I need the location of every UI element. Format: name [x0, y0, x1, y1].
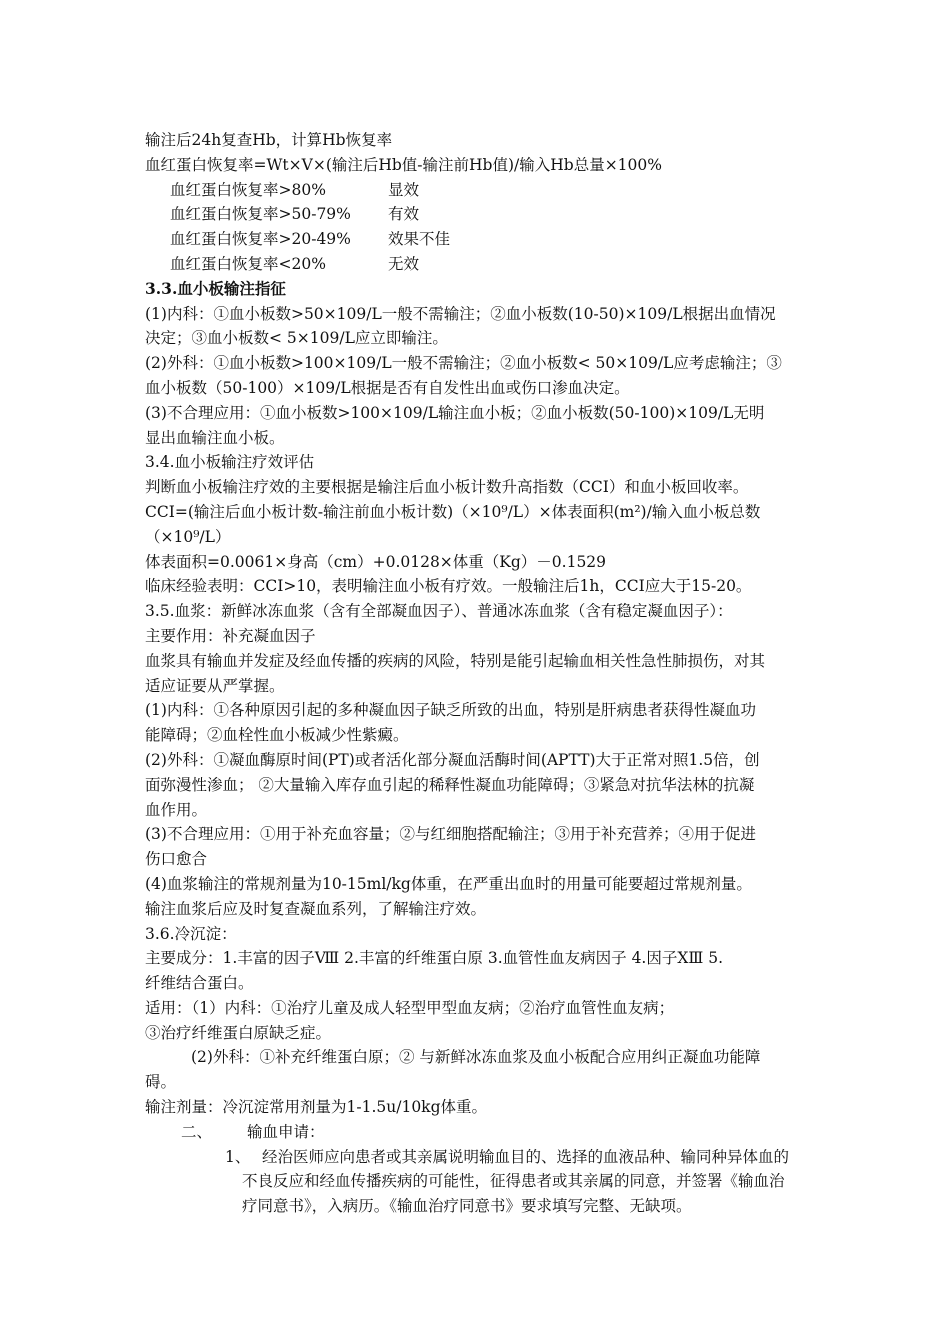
list-text: 经治医师应向患者或其亲属说明输血目的、选择的血液品种、输同种异体血的 — [262, 1147, 790, 1166]
recovery-label: 血红蛋白恢复率>50-79% — [170, 205, 351, 224]
text-line: 临床经验表明：CCI>10，表明输注血小板有疗效。一般输注后1h，CCI应大于15-20。 — [145, 577, 752, 596]
text-line: 面弥漫性渗血； ②大量输入库存血引起的稀释性凝血功能障碍；③紧急对抗华法林的抗凝 — [145, 775, 755, 794]
list-item-1-cont: 疗同意书》，入病历。《输血治疗同意书》要求填写完整、无缺项。 — [242, 1197, 692, 1216]
section-title: 输血申请： — [247, 1122, 325, 1141]
text-line: 血浆具有输血并发症及经血传播的疾病的风险，特别是能引起输血相关性急性肺损伤，对其 — [145, 651, 766, 670]
formula-hb-recovery: 血红蛋白恢复率=Wt×V×(输注后Hb值-输注前Hb值)/输入Hb总量×100% — [145, 155, 662, 174]
text-line: 伤口愈合 — [145, 850, 208, 869]
recovery-value: 显效 — [388, 180, 420, 199]
formula-bsa: 体表面积=0.0061×身高（cm）+0.0128×体重（Kg）－0.1529 — [145, 552, 607, 571]
text-line: 输注血浆后应及时复查凝血系列，了解输注疗效。 — [145, 899, 487, 918]
text-line: 判断血小板输注疗效的主要根据是输注后血小板计数升高指数（CCI）和血小板回收率。 — [145, 478, 749, 497]
text-line: 纤维结合蛋白。 — [145, 974, 254, 993]
text-line: 输注后24h复查Hb，计算Hb恢复率 — [145, 131, 393, 149]
recovery-row-3 — [145, 227, 815, 252]
section-heading-3-6: 3.6.冷沉淀： — [145, 924, 237, 943]
text-line: 决定；③血小板数< 5×109/L应立即输注。 — [145, 329, 448, 348]
formula-cci-cont: （×10⁹/L） — [145, 527, 231, 546]
text-line: (3)不合理应用：①用于补充血容量；②与红细胞搭配输注；③用于补充营养；④用于促进 — [145, 825, 756, 844]
text-line: 显出血输注血小板。 — [145, 428, 285, 447]
recovery-label: 血红蛋白恢复率<20% — [170, 254, 326, 273]
formula-cci: CCI=(输注后血小板计数-输注前血小板计数)（×10⁹/L）×体表面积(m²)/输入血小板总数 — [145, 502, 761, 521]
document-body — [145, 128, 815, 1219]
recovery-label: 血红蛋白恢复率>20-49% — [170, 230, 351, 249]
text-line: (2)外科：①补充纤维蛋白原；② 与新鲜冰冻血浆及血小板配合应用纠正凝血功能障 — [191, 1048, 761, 1067]
text-line: (2)外科：①血小板数>100×109/L一般不需输注；②血小板数< 50×109/L应考虑输注；③ — [145, 354, 782, 373]
recovery-label: 血红蛋白恢复率>80% — [170, 180, 326, 199]
recovery-row-2 — [145, 202, 815, 227]
text-line: (1)内科：①血小板数>50×109/L一般不需输注；②血小板数(10-50)×109/L根据出血情况 — [145, 304, 776, 323]
text-line: 输注剂量：冷沉淀常用剂量为1-1.5u/10kg体重。 — [145, 1098, 487, 1117]
recovery-row-4 — [145, 252, 815, 277]
recovery-value: 无效 — [388, 254, 420, 273]
section-heading-3-4: 3.4.血小板输注疗效评估 — [145, 453, 315, 472]
section-heading-3-5: 3.5.血浆：新鲜冰冻血浆（含有全部凝血因子）、普通冰冻血浆（含有稳定凝血因子）： — [145, 602, 733, 621]
text-line: 能障碍；②血栓性血小板减少性紫癜。 — [145, 726, 409, 745]
text-line: 适用：（1）内科：①治疗儿童及成人轻型甲型血友病；②治疗血管性血友病； — [145, 998, 675, 1017]
list-item-1 — [145, 1145, 815, 1170]
text-line: 血小板数（50-100）×109/L根据是否有自发性出血或伤口渗血决定。 — [145, 378, 630, 397]
recovery-value: 有效 — [388, 205, 420, 224]
text-line: (4)血浆输注的常规剂量为10-15ml/kg体重，在严重出血时的用量可能要超过常规剂量。 — [145, 874, 752, 893]
section-number: 二、 — [181, 1122, 213, 1141]
text-line: (1)内科：①各种原因引起的多种凝血因子缺乏所致的出血，特别是肝病患者获得性凝血功 — [145, 701, 756, 720]
text-line: 血作用。 — [145, 800, 208, 819]
text-line: ③治疗纤维蛋白原缺乏症。 — [145, 1023, 332, 1042]
text-line: 适应证要从严掌握。 — [145, 676, 285, 695]
text-line: 主要作用：补充凝血因子 — [145, 626, 316, 645]
text-line: 主要成分：1.丰富的因子Ⅷ 2.丰富的纤维蛋白原 3.血管性血友病因子 4.因子ⅩⅢ 5. — [145, 949, 724, 968]
recovery-row-1 — [145, 178, 815, 203]
recovery-value: 效果不佳 — [388, 230, 451, 249]
list-item-1-cont: 不良反应和经血传播疾病的可能性，征得患者或其亲属的同意，并签署《输血治 — [242, 1172, 785, 1191]
text-line: 碍。 — [145, 1073, 177, 1092]
section-heading-3-3: 3.3.血小板输注指征 — [145, 278, 286, 298]
text-line: (3)不合理应用：①血小板数>100×109/L输注血小板；②血小板数(50-100)×109/L无明 — [145, 403, 765, 422]
text-line: (2)外科：①凝血酶原时间(PT)或者活化部分凝血活酶时间(APTT)大于正常对照1.5倍，创 — [145, 750, 760, 769]
section-heading-2 — [145, 1120, 815, 1145]
list-number: 1、 — [225, 1147, 251, 1166]
